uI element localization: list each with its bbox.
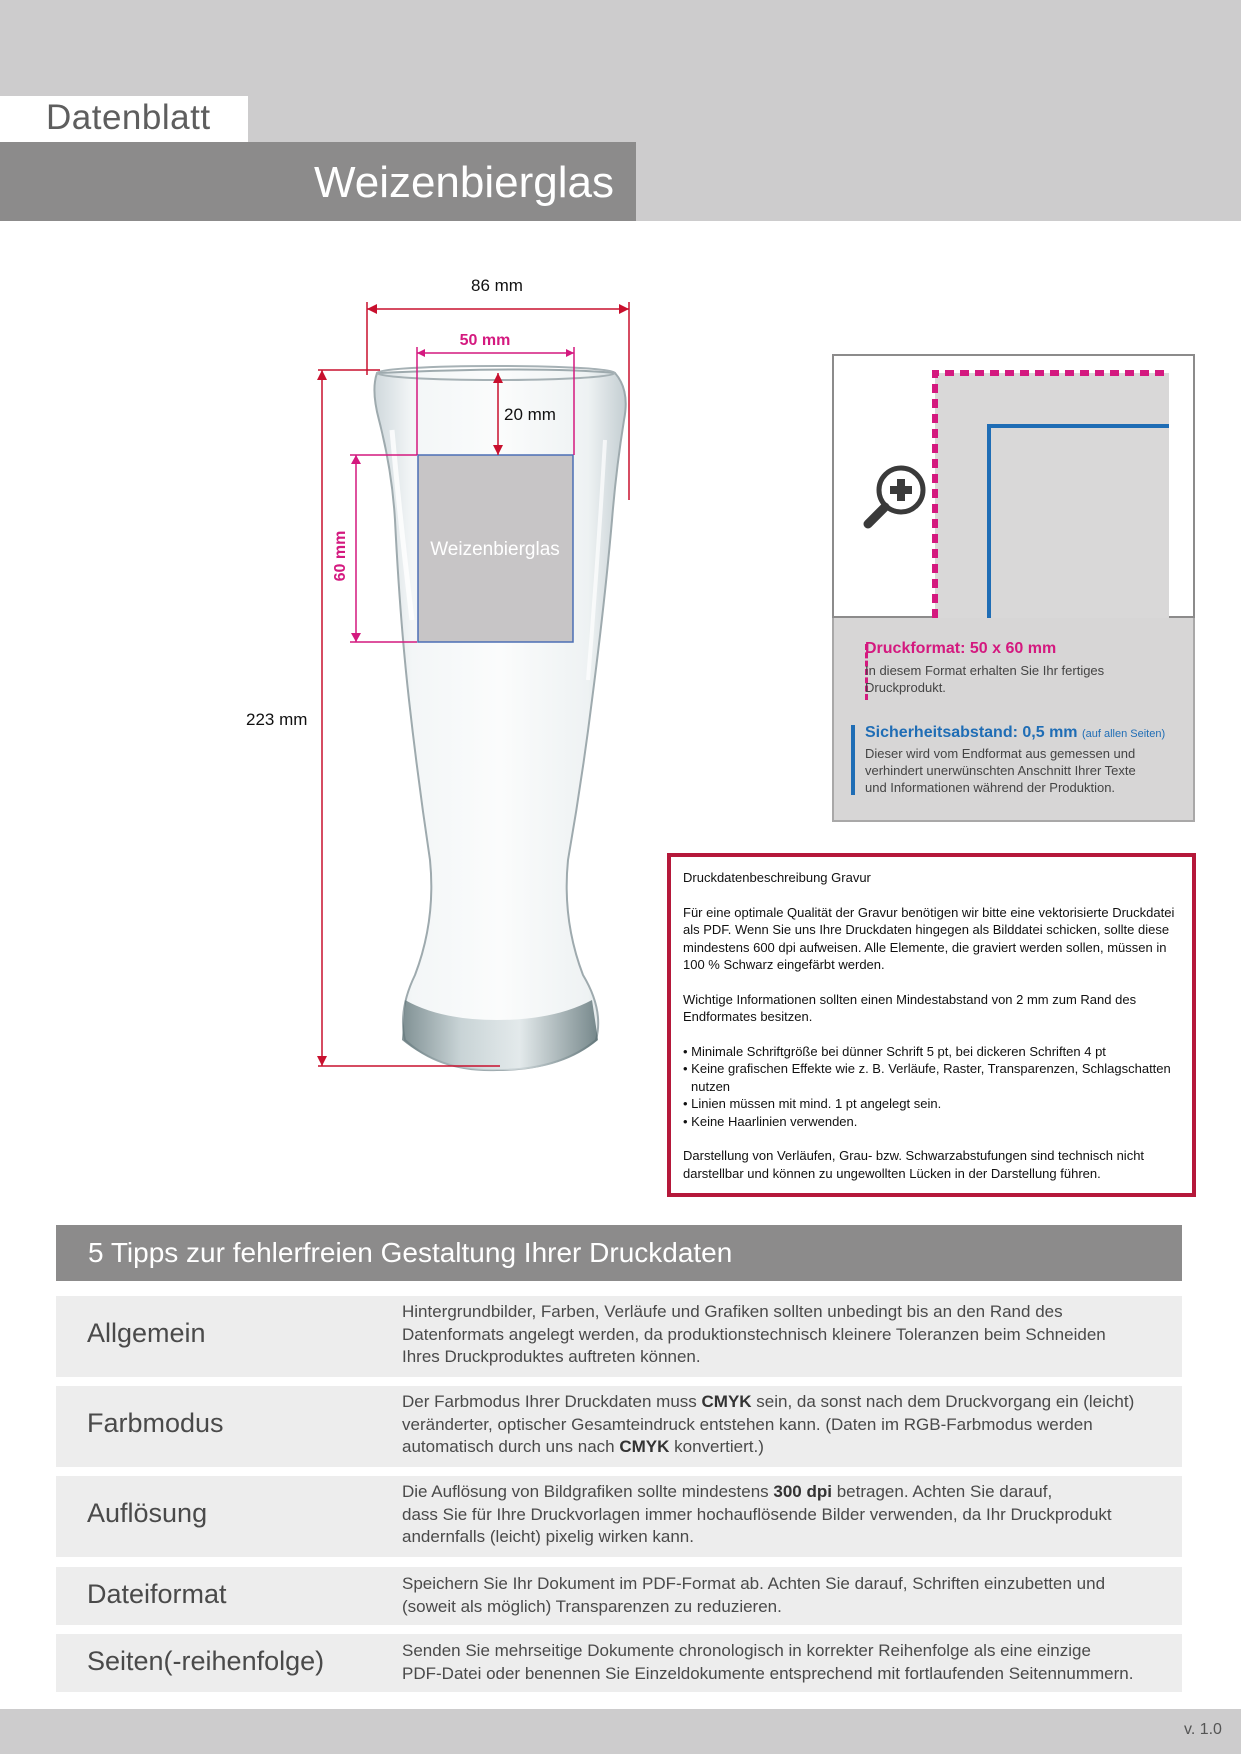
tip-label: Farbmodus (87, 1408, 224, 1438)
druckformat-title: Druckformat: 50 x 60 mm (865, 640, 1057, 657)
tip-text: Speichern Sie Ihr Dokument im PDF-Format ab. Achten Sie darauf, Schriften einzubetten und (soweit als möglich) Transparenzen zu reduzieren. (402, 1574, 1106, 1616)
engraving-description-box (667, 853, 1196, 1197)
sicherheit-heading: Sicherheitsabstand: 0,5 mm (auf allen Seiten) (865, 724, 1166, 741)
list-item: • Minimale Schriftgröße bei dünner Schrift 5 pt, bei dickeren Schriften 4 pt (683, 1043, 1106, 1059)
tip-row-dateiformat (56, 1567, 1182, 1625)
zoom-in-icon (868, 468, 923, 524)
glass-diagram (0, 240, 700, 1100)
list-item: • Keine grafischen Effekte wie z. B. Verläufe, Raster, Transparenzen, Schlagschatten nutzen (683, 1061, 1171, 1094)
tip-label: Seiten(-reihenfolge) (87, 1646, 325, 1676)
description-para-1: Für eine optimale Qualität der Gravur benötigen wir bitte eine vektorisierte Druckdatei als PDF. Wenn Sie uns Ihre Druckdaten hingegen als Bilddatei schicken, sollte diese mindestens 600 dpi aufweisen. Alle Elemente, die graviert werden sollen, müssen in 100 % Schwarz eingefärbt werden. (683, 904, 1175, 972)
tip-label: Auflösung (87, 1498, 208, 1528)
tip-text: Die Auflösung von Bildgrafiken sollte mindestens 300 dpi betragen. Achten Sie darauf, dass Sie für Ihre Druckvorlagen immer hochauflösende Bilder verwenden, da Ihr Druckprodukt andernfalls (leicht) pixelig wirken kann. (402, 1482, 1112, 1546)
tip-text: Hintergrundbilder, Farben, Verläufe und Grafiken sollten unbedingt bis an den Rand des Datenformats angelegt werden, da produktionstechnisch kleinere Toleranzen beim Schneiden Ihres Druckproduktes auftreten können. (402, 1302, 1106, 1366)
print-area-label: Weizenbierglas (430, 539, 560, 560)
format-info-panel (832, 618, 1195, 822)
tip-row-allgemein (56, 1296, 1182, 1377)
zoom-detail-graphic (834, 356, 1193, 618)
height-label: 223 mm (246, 710, 308, 729)
footer-band (0, 1709, 1241, 1754)
width-label: 86 mm (471, 276, 523, 295)
tip-label: Dateiformat (87, 1579, 227, 1609)
tips-header: 5 Tipps zur fehlerfreien Gestaltung Ihrer Druckdaten (88, 1237, 733, 1268)
datenblatt-label: Datenblatt (46, 98, 211, 137)
description-title: Druckdatenbeschreibung Gravur (683, 870, 871, 885)
version-label: v. 1.0 (1184, 1721, 1222, 1738)
description-para-3: Darstellung von Verläufen, Grau- bzw. Schwarzabstufungen sind technisch nicht darstellbar und können zu ungewollten Lücken in der Darstellung führen. (683, 1148, 1145, 1181)
description-para-2: Wichtige Informationen sollten einen Mindestabstand von 2 mm zum Rand des Endformates besitzen. (683, 991, 1137, 1024)
description-bullets (683, 1043, 1182, 1131)
tip-row-farbmodus (56, 1386, 1182, 1467)
print-width-label: 50 mm (459, 332, 511, 349)
tip-text: Der Farbmodus Ihrer Druckdaten muss CMYK sein, da sonst nach dem Druckvorgang ein (leicht) veränderter, optischer Gesamteindruck entstehen kann. (Daten im RGB-Farbmodus werden automatisch durch uns nach CMYK konvertiert.) (402, 1392, 1135, 1456)
tip-row-seitenreihenfolge (56, 1634, 1182, 1692)
sicherheit-desc: Dieser wird vom Endformat aus gemessen und verhindert unerwünschten Anschnitt Ihrer Texte und Informationen während der Produktion. (865, 746, 1136, 795)
druckformat-desc: In diesem Format erhalten Sie Ihr fertiges Druckprodukt. (865, 663, 1105, 695)
zoom-detail-panel (832, 354, 1195, 618)
list-item: • Keine Haarlinien verwenden. (683, 1113, 858, 1129)
sicherheit-marker (851, 725, 855, 795)
top-offset-label: 20 mm (504, 405, 556, 424)
tip-label: Allgemein (87, 1318, 206, 1348)
tip-row-aufloesung (56, 1476, 1182, 1557)
list-item: • Linien müssen mit mind. 1 pt angelegt sein. (683, 1096, 942, 1111)
print-height-label: 60 mm (332, 530, 349, 582)
page-title: Weizenbierglas (313, 158, 614, 207)
tip-text: Senden Sie mehrseitige Dokumente chronologisch in korrekter Reihenfolge als eine einzige PDF-Datei oder benennen Sie Einzeldokumente entsprechend mit fortlaufenden Seitennummern. (402, 1641, 1134, 1683)
